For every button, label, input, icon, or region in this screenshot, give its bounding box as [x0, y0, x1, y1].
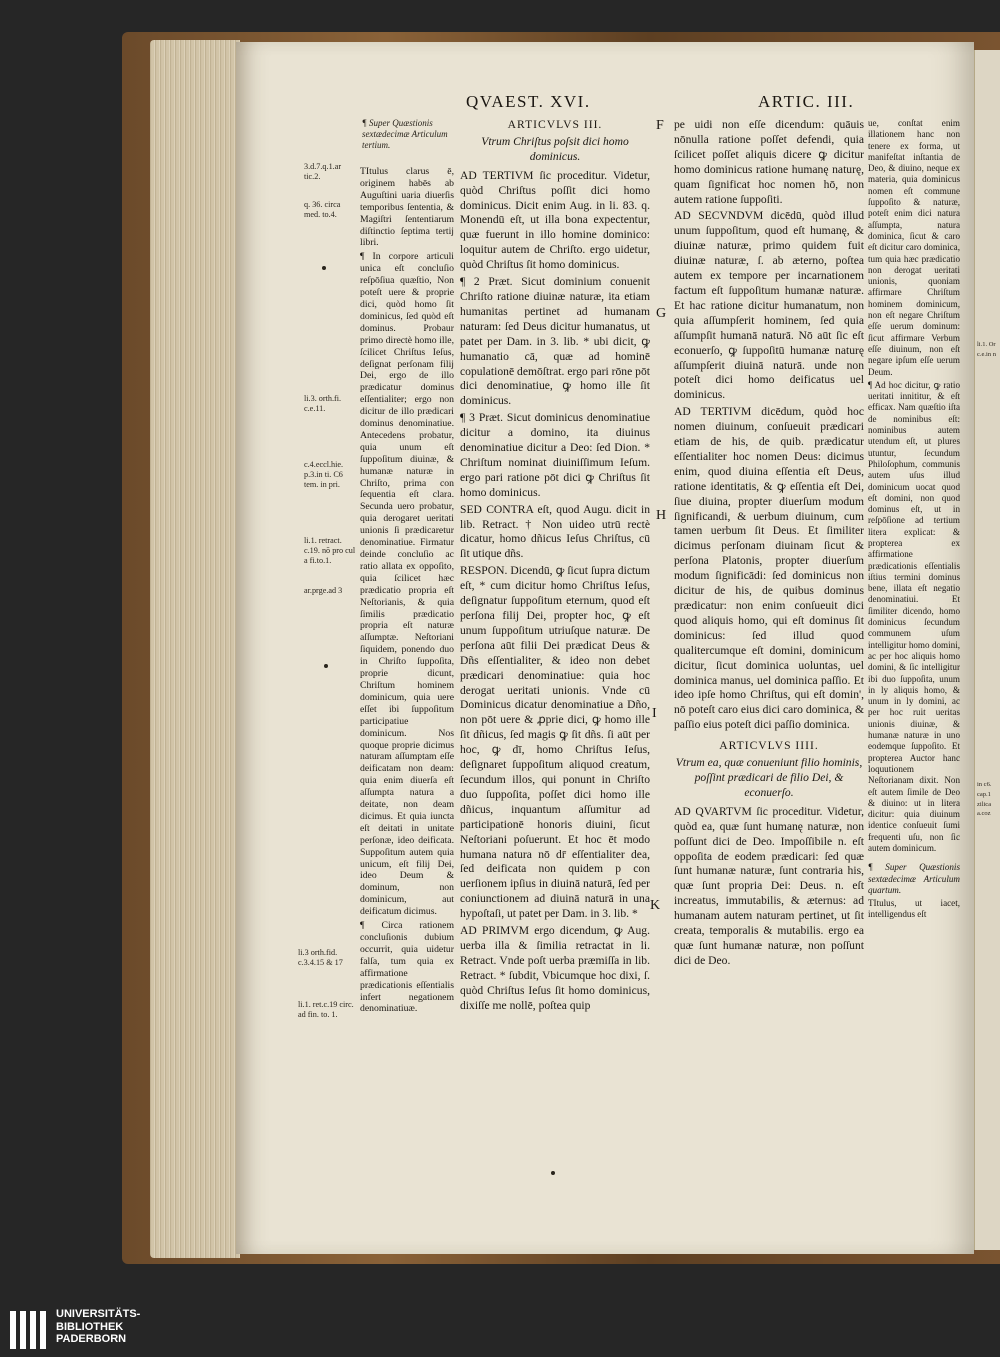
commentary-column — [360, 166, 454, 1017]
commentary-para-3: ¶ Circa rationem concluſionis dubium occurrit, quia uidetur falſa, tum quia ex affirmatione prædicationis eſſentialis infert negationem denominatiuæ. — [360, 920, 454, 1015]
article-3-para-cont: pe uidi non eſſe dicendum: quāuis nōnulla ratione poſſet defendi, quia ſcilicet poſſet aliquis dicere ꝙ dicitur homo dominicus ratione humanę naturę, quam ſignificat hoc nomen hō, non autem ratione ſuppoſiti. — [674, 118, 864, 206]
library-name — [56, 1308, 140, 1346]
margin-note-7: li.3 orth.fid. c.3.4.15 & 17 — [298, 948, 343, 967]
page-block-edge — [150, 40, 240, 1258]
margin-note-8: li.1. ret.c.19 circ. ad fin. to. 1. — [298, 1000, 354, 1019]
article-3-ad-tertium: AD TERTIVM dicēdum, quòd hoc nomen diuinum, conſueuit prædicari etiam de his, de quib. prædicatur eſſentialiter hoc nomen Deus: dicimus enim, quod diuina eſſentia eſt Deus, ratione identitatis, & ꝙ eſſentia eſt Dei, ſiue diuina, propter diuerſum modum ſignificandi, & uerbum diuinum, cum tamen uerbum ſit Deus. Et ſimiliter dicimus perſonam diuinam ſicut & perſona Platonis, propter diuerſum modum ſignificādi: ſed dominicus non dicitur de his, de quibus dominus prædicatur: non enim conſueuit dici quod aliquis homo, qui eſt dominus ſit dominicus: ſed illud quod qualitercumque eſt domini, dominicum dicitur, ſicut dominica uoluntas, uel dominica manus, uel dominica paſſio. Et ideo ipſe homo Chriſtus, qui eſt domin', nō poteſt caro eius dici caro dominica, & paſſio eius poteſt dici paſſio dominica. — [674, 405, 864, 732]
article-3-sed-contra: SED CONTRA eſt, quod Augu. dicit in lib. Retract. † Non uideo utrū rectè dicatur, homo dñicus Ieſus Chriſtus, cū ſit utique dñs. — [460, 502, 650, 561]
article-4-para-1: AD QVARTVM ſic proceditur. Videtur, quòd ea, quæ ſunt humanę naturæ, non poſſunt dici de Deo. Impoſſibile n. eſt oppoſita de eodem prædicari: ſed quæ ſunt humanæ naturæ, ſunt contraria his, quæ ſunt propria Dei: Deus. n. eſt increatus, immutabilis, & æternus: ad humanam autem naturam pertinet, ut ſit creata, temporalis & mutabilis. ergo ea quæ ſunt humanæ naturæ, non poſſunt dici de Deo. — [674, 804, 864, 967]
library-logo-mark-icon — [8, 1309, 50, 1351]
margin-dot-3 — [551, 1171, 555, 1175]
right-commentary-para-1: ue, conſtat enim illationem hanc non tenere ex forma, ut manifeſtat inſtantia de Deo, & diuino, neque ex materia, quia dominicus nomen eſt commune ſuppoſito & naturæ, poteſt enim dici natura aſſumpta, natura dominica, ſicut & caro eſt dicitur caro dominica, tum quia hæc prædicatio non derogat ueritati unionis, quoniam affirmare Chriſtum hominem dominicum, non eſt negare Chriſtum eſſe uerum dominum: ſicut affirmare Verbum eſſe diuinum, non eſt negare ipſum eſſe uerum Deum. — [868, 118, 960, 377]
side-letter-k: K — [650, 898, 661, 913]
right-commentary-column — [868, 118, 960, 923]
side-letter-g: G — [656, 306, 667, 321]
margin-note-2: q. 36. circa med. to.4. — [304, 200, 341, 219]
article-4-question: Vtrum ea, quæ conueniunt filio hominis, poſſint prædicari de filio Dei, & econuerſo. — [675, 756, 863, 799]
article-4-title: ARTICVLVS IIII. — [719, 739, 819, 753]
commentary-heading: ¶ Super Quæstionis sextædecimæ Articulum tertium. — [362, 118, 448, 150]
article-3-ad-secundum: AD SECVNDVM dicēdū, quòd illud unum ſuppoſitum, quod eſt humanę, & diuinæ naturæ, primo quidem fuit diuinæ naturæ, ſ. ab æterno, poſtea autem ex tempore per incarnationem factum eſt ſuppoſitum humanæ naturæ. Et hac ratione dicitur humanatum, non quia aſſumpſerit hominem, ſed quia aſſumpſit humanā naturā. Nō aūt ſic eſt econuerſo, ꝙ ſuppoſitū humanæ naturę aſſumpſerit diuinā naturā. unde non poteſt dici homo deificatus uel dominicus. — [674, 209, 864, 402]
article-3-para-3: ¶ 3 Præt. Sicut dominicus denominatiue dicitur a domino, ita diuinus denominatiue dicitur a Deo: ſed Dion. * Chriſtum nominat diuiniſſimum Ieſum. ergo pari ratione pōt dici ꝙ Chriſtus ſit homo dominicus. — [460, 411, 650, 499]
article-3-title: ARTICVLVS III. — [507, 118, 603, 131]
library-name-line-3: PADERBORN — [56, 1333, 127, 1345]
commentary-para-2: ¶ In corpore articuli unica eſt concluſio reſpōſiua quæſtio, Non poteſt uere & proprie dici, quòd homo ſit dominicus, ſed quòd eſt dominus. Probaur primo directè homo ille, ſcilicet Chriſtus Ieſus, deſignat perſonam filij Dei, ergo de illo prædicatur dominus eſſentialiter; ergo non dicitur de illo prædicari dominus denominatiue. Antecedens probatur, quia unum eſt ſuppoſitum diuinæ, & humanæ naturæ in Chriſto, prima con ſequentia eſt clara. Secunda uero probatur, quia derogaret ueritati unionis ſi prædicaretur denominatiue. Firmatur deinde concluſio ac ratio allata ex oppoſito, quia ſcilicet hæc prædicatio propria eſt Neſtorianis, & quia ſimilis prædicatio propria eſt naturæ aſſumptæ. Neſtoriani ſiquidem, ponendo duo in Chriſto ſuppoſita, proprie dicunt, Chriſtum hominem dominicum, quia uere eſſet ibi ſuppoſitum participatiue dominicum. Nos quoque proprie dicimus naturam aſſumptam eſſe deificatam non deam: quia enim diuerſa eſt aſſumpta natura a deitate, non deam dicimus. Et quia iuncta eſt deitati in unitate perſonæ, ideo deificata. Suppoſitum autem quia unicum, eſt filij Dei, ideo Deum & dominum, non dominicum, aut deificatum dicimus. — [360, 251, 454, 918]
next-page-note-2: in c6. cap.1 zilica a.coz — [977, 781, 992, 818]
running-header-left: QVAEST. XVI. — [466, 92, 591, 111]
next-page-edge — [974, 50, 1000, 1250]
margin-note-6: ar.prge.ad 3 — [304, 586, 343, 595]
side-letter-i: I — [652, 706, 657, 721]
article-3-para-2: ¶ 2 Præt. Sicut dominium conuenit Chriſto ratione diuinæ naturæ, ita etiam humanitas pertinet ad humanam naturam: ſed Deus dicitur humanatus, ut patet per Dam. in 3. lib. * ubi dicit, ꝙ humanatio cā, quæ ad hominē copulationē demōſtrat. ergo pari rōne pōt dici denominatiue, ꝙ homo ille ſit dominicus. — [460, 275, 650, 408]
right-commentary-para-3: TItulus, ut iacet, intelligendus eſt — [868, 898, 960, 920]
margin-note-5: li.1. retract. c.19. nō pro cul a fi.to.1. — [304, 536, 356, 565]
main-text-right-column — [674, 118, 864, 971]
margin-dot-2 — [324, 664, 328, 668]
article-3-respondeo: RESPON. Dicendū, ꝙ ſicut ſupra dictum eſt, * cum dicitur homo Chriſtus Ieſus, deſignatur ſuppoſitum eternum, quod eſt perſona filij Dei, propter hoc, ꝙ eſt unum ſuppoſitum utriuſque naturæ. De perſona aūt filii Dei prædicat Deus & Dñs eſſentialiter, & ideo non debet prædicari denominatiue: quia hoc derogat ueritati unionis. Vnde cū Dominicus dicatur denominatiue a Dño, non pōt uere & ꝓprie dici, ꝙ homo ille ſit dñicus, ſed magis ꝙ ſit dñs. ſi aūt per hoc, ꝙ dī, homo Chriſtus Ieſus, deſignaret ſuppoſitum aliquod creatum, ſecundum illos, qui ponunt in Chriſto duo ſuppoſita, poſſet dici homo ille dñicus, inquantum aſſumitur ad participationē honoris diuini, ſicut Neſtoriani poſuerunt. Et hoc ēt modo humana natura nō dr̄ eſſentialiter dea, ſed deificata non quidem p con uerſionem ipſius in diuinā naturā, ſed per coniunctionem ad diuinā naturā in una hypoſtaſi, ut patet per Dam. in 3. lib. * — [460, 564, 650, 921]
article-3-question: Vtrum Chriſtus poſsit dici homo dominicus. — [481, 134, 629, 163]
article-3-para-1: AD TERTIVM ſic proceditur. Videtur, quòd Chriſtus poſſit dici homo dominicus. Dicit enim Aug. in li. 83. q. Monendū eſt, ut illa bona expectentur, quæ fuerunt in illo homine dominico: loquitur autem de Chriſto. ergo uidetur, quòd Chriſtus ſit homo dominicus. — [460, 168, 650, 272]
library-logo — [0, 1303, 220, 1357]
next-page-note-1: li.1. Or c.e.in n — [977, 341, 996, 358]
running-header-right: ARTIC. III. — [758, 92, 855, 111]
margin-note-4: c.4.eccl.hie. p.3.in ti. C6 tem. in pri. — [304, 460, 344, 489]
main-text-left-column — [460, 118, 650, 1015]
side-letter-h: H — [656, 508, 667, 523]
margin-note-3: li.3. orth.fi. c.e.11. — [304, 394, 342, 413]
margin-dot-1 — [322, 266, 326, 270]
side-letter-f: F — [656, 118, 664, 133]
commentary-para-1: TItulus clarus ē, originem habēs ab Auguſtini uaria diuerſis temporibus ſententia, & Magiſtri ſententiarum diſtinctio ſeptima tertij libri. — [360, 166, 454, 249]
right-commentary-para-2: ¶ Ad hoc dicitur, ꝙ ratio ueritati innititur, & eſt efficax. Nam quæſtio iſta de nominibus eſt: nominibus autem utendum eſt, ut plures utuntur, ſecundum Philoſophum, communis autem uſus illud dominicum uocat quod eſt domini, non quod dominus eſt, ut in reſpōſione ad tertium litera explicat: & propterea ex affirmatione prædicationis eſſentialis iſtius termini dominus bene, illata eſt negatio denominatiui. Et ſimiliter dicendo, homo dominicus ſecundum communem uſum intelligitur homo domini, ac per hoc aliquis homo domini, & ſic intelligitur ibi duo ſuppoſita, unum in ly aliquis homo, & unum in ly domini, ac per hoc ruit ueritas unionis diuinæ, & humanæ naturæ in uno eodemque ſuppoſito. Et propterea Auctor hanc loquutionem Neſtorianam dixit. Non eſt autem ſimile de Deo & diuino: ut in litera dicitur: quia diuinum identice conſueuit ſumi frequenti uſu, non ſic autem dominicum. — [868, 379, 960, 853]
article-3-ad-primum: AD PRIMVM ergo dicendum, ꝙ Aug. uerba illa & ſimilia retractat in li. Retract. Vnde poſt uerba præmiſſa in lib. Retract. * ſubdit, Vbicumque hoc dixi, ſ. quòd Chriſtus Ieſus ſit homo dominicus, dixiſſe me nollē, poſtea quip — [460, 924, 650, 1012]
library-name-line-1: UNIVERSITÄTS- — [56, 1308, 141, 1320]
library-name-line-2: BIBLIOTHEK — [56, 1320, 124, 1333]
right-commentary-heading: ¶ Super Quæstionis sextædecimæ Articulum quartum. — [868, 862, 960, 895]
margin-note-1: 3.d.7.q.1.ar tic.2. — [304, 162, 342, 181]
